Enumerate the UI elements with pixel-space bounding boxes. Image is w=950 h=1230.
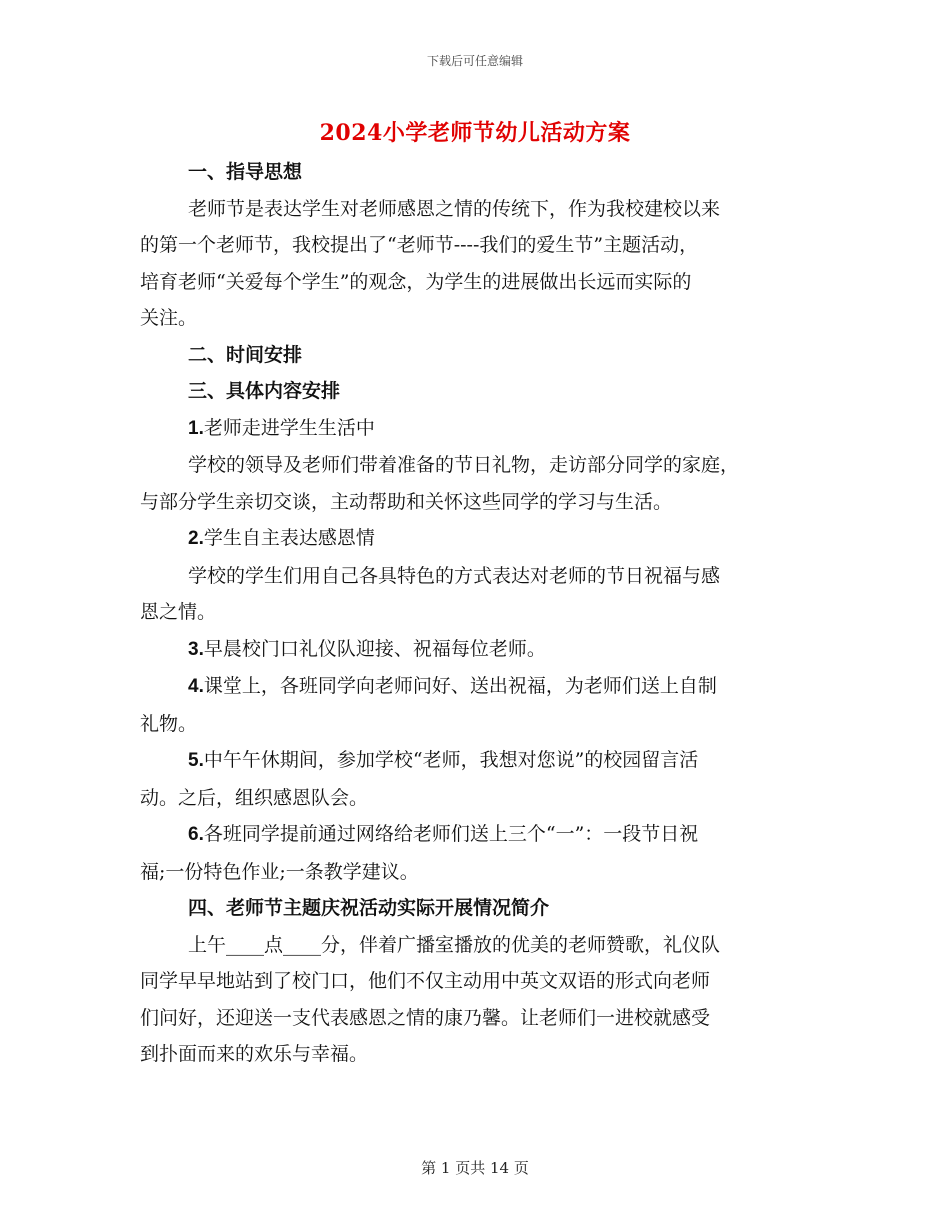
- list-item-text: 学生自主表达感恩情: [203, 527, 375, 549]
- section-heading-content: 三、具体内容安排: [188, 380, 341, 402]
- paragraph-line: 恩之情。: [140, 601, 217, 623]
- list-item-1-title: [140, 410, 800, 448]
- paragraph-line: 上午____点____分，伴着广播室播放的优美的老师赞歌，礼仪队: [188, 933, 721, 956]
- list-item-2-title: [140, 520, 800, 558]
- section-heading-implementation: 四、老师节主题庆祝活动实际开展情况简介: [188, 897, 550, 919]
- list-item-text: 各班同学提前通过网络给老师们送上三个“一”：一段节日祝: [203, 823, 699, 845]
- paragraph-line: 们问好，还迎送一支代表感恩之情的康乃馨。让老师们一进校就感受: [140, 1006, 711, 1029]
- list-item-3: [140, 631, 800, 669]
- section-heading-guiding-ideology: 一、指导思想: [188, 161, 303, 183]
- paragraph-line: 到扑面而来的欢乐与幸福。: [140, 1043, 369, 1065]
- list-item-6: [140, 816, 800, 854]
- list-item-text: 课堂上，各班同学向老师问好、送出祝福，为老师们送上自制: [203, 675, 717, 697]
- list-number: 6.: [188, 824, 204, 845]
- list-item-text: 中午午休期间，参加学校“老师，我想对您说”的校园留言活: [203, 749, 699, 771]
- document-title: 2024小学老师节幼儿活动方案: [319, 120, 631, 146]
- list-number: 2.: [188, 528, 204, 549]
- paragraph-line: 老师节是表达学生对老师感恩之情的传统下，作为我校建校以来: [188, 197, 721, 220]
- list-item-5: [140, 742, 800, 780]
- list-item-4: [140, 668, 800, 706]
- document-body: [140, 154, 800, 1073]
- list-item-text: 早晨校门口礼仪队迎接、祝福每位老师。: [203, 637, 546, 660]
- list-item-text: 老师走进学生生活中: [203, 416, 375, 439]
- header-note: 下载后可任意编辑: [426, 54, 523, 68]
- paragraph-line: 培育老师“关爱每个学生”的观念，为学生的进展做出长远而实际的: [140, 270, 692, 293]
- paragraph-line: 动。之后，组织感恩队会。: [140, 786, 369, 809]
- page-footer: 第 1 页共 14 页: [421, 1159, 529, 1177]
- paragraph-line: 关注。: [140, 307, 198, 329]
- paragraph-line: 学校的学生们用自己各具特色的方式表达对老师的节日祝福与感: [188, 564, 721, 587]
- paragraph-line: 礼物。: [140, 712, 198, 735]
- list-number: 1.: [188, 417, 204, 439]
- list-number: 3.: [188, 638, 204, 660]
- paragraph-line: 的第一个老师节，我校提出了“老师节----我们的爱生节”主题活动，: [140, 234, 699, 256]
- list-number: 4.: [188, 676, 204, 697]
- paragraph-line: 学校的领导及老师们带着准备的节日礼物，走访部分同学的家庭，: [188, 454, 740, 476]
- section-heading-schedule: 二、时间安排: [188, 343, 303, 366]
- paragraph-line: 同学早早地站到了校门口，他们不仅主动用中英文双语的形式向老师: [140, 970, 711, 992]
- paragraph-line: 与部分学生亲切交谈，主动帮助和关怀这些同学的学习与生活。: [140, 490, 673, 513]
- list-number: 5.: [188, 750, 204, 771]
- paragraph-line: 福;一份特色作业;一条教学建议。: [140, 860, 419, 883]
